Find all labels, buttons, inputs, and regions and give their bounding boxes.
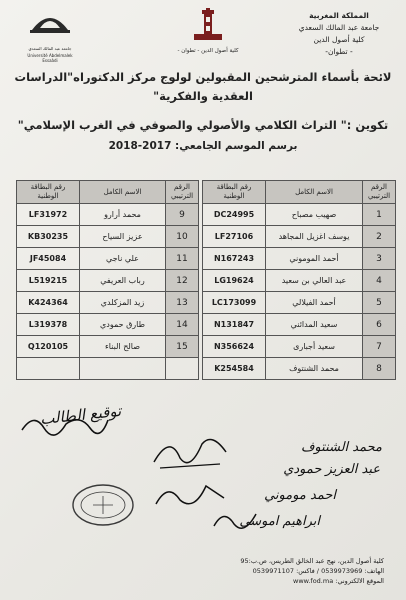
formation-title: تكوين :" التراث الكلامي والأصولي والصوفي في الغرب الإسلامي" [17,118,389,132]
rank-cell: 6 [363,314,396,336]
table-row [203,314,396,336]
signature-scribble-2 [150,432,230,472]
name-cell: علي ناجي [80,248,166,270]
table-row [17,226,199,248]
name-cell: أحمد الفيلالي [266,292,363,314]
table-row [17,358,199,380]
id-header: رقم البطاقة الوطنية [203,181,266,204]
name-cell: سعيد أجبارى [266,336,363,358]
table-header-row [17,181,199,204]
faculty-label: كلية أصول الدين [313,35,365,44]
rank-cell: 7 [363,336,396,358]
university-emblem-icon [22,8,78,40]
rank-cell: 3 [363,248,396,270]
rank-cell: 9 [166,204,199,226]
document-title: لائحة بأسماء المترشحين المقبولين لولوج مركز الدكتوراه"الدراسات العقدية والفكرية" [14,70,392,103]
id-cell: LF31972 [17,204,80,226]
id-header: رقم البطاقة الوطنية [17,181,80,204]
id-cell: L519215 [17,270,80,292]
rank-header: الرقم الترتيبي [363,181,396,204]
id-cell: K254584 [203,358,266,380]
name-cell: محمد أرارو [80,204,166,226]
name-cell: عبد العالي بن سعيد [266,270,363,292]
id-cell: LC173099 [203,292,266,314]
name-header: الاسم الكامل [266,181,363,204]
signature-5: ابراهيم اموسي [239,514,320,529]
table-row [203,292,396,314]
signature-3: عبد العزيز حمودي [283,462,380,477]
city-label: - تطوان- [325,47,353,56]
footer-website: الموقع الالكتروني: www.fod.ma [293,577,384,585]
name-cell: أحمد الموموني [266,248,363,270]
name-cell: صهيب مصباح [266,204,363,226]
table-row [17,314,199,336]
kingdom-label: المملكة المغربية [309,11,369,20]
faculty-logo-caption: كلية أصول الدين - تطوان - [177,48,239,54]
footer-phones: الهاتف: 0539973969 / فاكس: 0539971107 [252,567,384,575]
id-cell: JF45084 [17,248,80,270]
table-row [203,204,396,226]
name-cell: صالح البناء [80,336,166,358]
faculty-logo [168,8,248,54]
rank-cell: 2 [363,226,396,248]
candidates-table-left [16,180,199,380]
rank-cell: 13 [166,292,199,314]
rank-cell: 4 [363,270,396,292]
emblem-caption-ar: جامعة عبد المالك السعدي [28,46,72,51]
name-cell: زيد المزكلدي [80,292,166,314]
name-header: الاسم الكامل [80,181,166,204]
id-cell: DC24995 [203,204,266,226]
university-emblem [22,8,78,63]
academic-season: برسم الموسم الجامعي: 2017-2018 [108,140,298,152]
rank-cell: 8 [363,358,396,380]
faculty-stamp-icon [68,480,138,530]
id-cell: KB30235 [17,226,80,248]
table-row [17,204,199,226]
id-cell: N167243 [203,248,266,270]
rank-cell: 15 [166,336,199,358]
minaret-icon [188,8,228,42]
table-row [203,248,396,270]
rank-header: الرقم الترتيبي [166,181,199,204]
name-cell: سعيد المدائني [266,314,363,336]
table-row [17,336,199,358]
table-row [203,336,396,358]
emblem-caption-fr: Université Abdelmalek Essaâdi [27,53,73,63]
name-cell: رباب العريفي [80,270,166,292]
table-row [17,270,199,292]
name-cell: محمد الشنتوف [266,358,363,380]
rank-cell: 14 [166,314,199,336]
rank-cell: 12 [166,270,199,292]
empty-cell [80,358,166,380]
rank-cell: 5 [363,292,396,314]
candidates-table-right [202,180,396,380]
footer-contact [14,556,384,586]
signature-2: محمد الشنتوف [300,440,382,455]
signature-scribble-1 [20,408,110,438]
signature-scribble-4 [210,506,260,536]
rank-cell: 1 [363,204,396,226]
id-cell: N131847 [203,314,266,336]
table-row [17,292,199,314]
id-cell: LF27106 [203,226,266,248]
name-cell: عزيز السياح [80,226,166,248]
institution-header [284,10,394,58]
id-cell: K424364 [17,292,80,314]
table-row [203,358,396,380]
id-cell: N356624 [203,336,266,358]
table-header-row [203,181,396,204]
rank-cell: 11 [166,248,199,270]
empty-cell [17,358,80,380]
id-cell: Q120105 [17,336,80,358]
university-label: جامعة عبد المالك السعدي [298,23,380,32]
signature-4: احمد موموني [264,488,336,503]
name-cell: يوسف اغزيل المجاهد [266,226,363,248]
id-cell: LG19624 [203,270,266,292]
empty-cell [166,358,199,380]
table-row [17,248,199,270]
table-row [203,226,396,248]
rank-cell: 10 [166,226,199,248]
name-cell: طارق حمودي [80,314,166,336]
table-row [203,270,396,292]
id-cell: L319378 [17,314,80,336]
signature-1: توقيع الطالب [39,401,123,429]
footer-address: كلية أصول الدين، نهج عبد الخالق الطريس، ص.ب:95 [240,557,384,565]
